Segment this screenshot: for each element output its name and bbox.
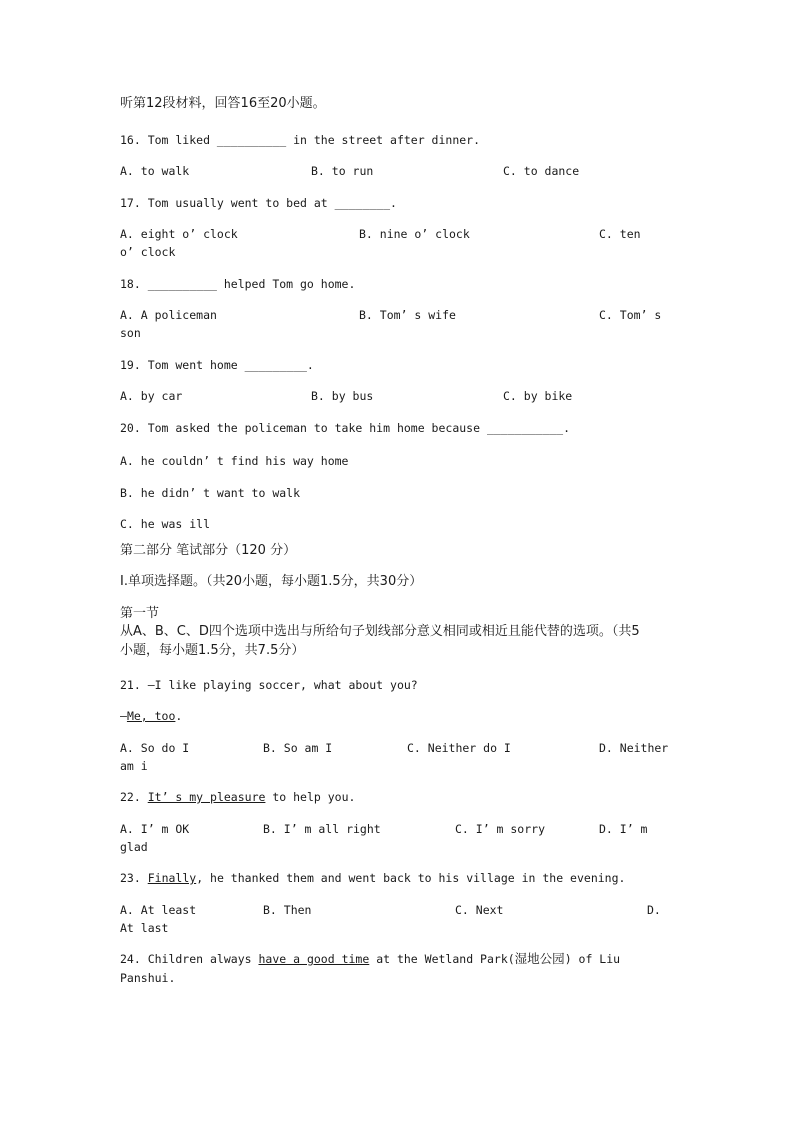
q24-chinese-gloss: 湿地公园 [514,951,565,966]
q23-stem-rest: , he thanked them and went back to his village in the evening. [196,871,626,885]
q21-option-d: D. Neither [599,741,669,755]
question-19-stem: 19. Tom went home _________. [120,358,314,372]
q21-reply-dash: — [120,709,127,723]
q16-option-a: A. to walk [120,164,190,178]
section-1-title: 第一节 [120,606,160,621]
question-22-stem [120,788,355,806]
q16-option-b: B. to run [311,164,374,178]
q17-option-b: B. nine o’ clock [359,227,470,241]
section-1-instructions-line-1: 从A、B、C、D四个选项中选出与所给句子划线部分意义相同或相近且能代替的选项。（共5 [120,624,640,639]
q23-number: 23. [120,871,141,885]
q19-option-a: A. by car [120,389,183,403]
q19-option-b: B. by bus [311,389,374,403]
q22-option-a: A. I’ m OK [120,822,190,836]
q16-option-c: C. to dance [503,164,580,178]
question-21-reply [120,707,182,725]
q21-reply-end: . [175,709,183,723]
question-16-stem: 16. Tom liked __________ in the street after dinner. [120,133,481,147]
q22-option-d-wrap: glad [120,840,148,854]
q18-option-a: A. A policeman [120,308,217,322]
question-17-stem: 17. Tom usually went to bed at ________. [120,196,397,210]
part-2-subheading: Ⅰ.单项选择题。（共20小题，每小题1.5分，共30分） [120,574,423,589]
q23-option-d-wrap: At last [120,921,169,935]
q20-option-b: B. he didn’ t want to walk [120,486,301,500]
q22-option-d: D. I’ m [599,822,648,836]
q19-option-c: C. by bike [503,389,573,403]
q22-underlined-phrase: It’ s my pleasure [147,790,266,804]
listening-section-header: 听第12段材料，回答16至20小题。 [120,96,326,111]
q21-option-a: A. So do I [120,741,190,755]
q18-option-b: B. Tom’ s wife [359,308,456,322]
q21-underlined-phrase: Me, too [126,709,176,723]
q23-underlined-word: Finally [147,871,197,885]
q21-option-b: B. So am I [263,741,333,755]
question-21-stem: 21. —I like playing soccer, what about you? [120,678,418,692]
q21-option-d-wrap: am i [120,759,148,773]
q24-stem-middle: at the Wetland Park( [369,952,515,966]
q22-option-c: C. I’ m sorry [455,822,546,836]
q24-underlined-phrase: have a good time [258,952,370,966]
q17-option-c-wrap: o’ clock [120,245,176,259]
section-1-instructions-line-2: 小题，每小题1.5分，共7.5分） [120,643,305,658]
question-18-stem: 18. __________ helped Tom go home. [120,277,356,291]
q20-option-a: A. he couldn’ t find his way home [120,454,349,468]
q22-option-b: B. I’ m all right [263,822,381,836]
question-23-stem [120,869,625,887]
q22-number: 22. [120,790,141,804]
q17-option-c: C. ten [599,227,641,241]
q24-stem-start: 24. Children always [120,952,259,966]
question-24-stem-wrap: Panshui. [120,971,176,985]
q18-option-c: C. Tom’ s [599,308,662,322]
q17-option-a: A. eight o’ clock [120,227,238,241]
q22-stem-rest: to help you. [265,790,356,804]
q23-option-d: D. [647,903,661,917]
q21-option-c: C. Neither do I [407,741,511,755]
part-2-heading: 第二部分 笔试部分（120 分） [120,543,297,558]
q23-option-a: A. At least [120,903,197,917]
question-24-stem [120,950,620,968]
q20-option-c: C. he was ill [120,517,211,531]
question-20-stem: 20. Tom asked the policeman to take him home because ___________. [120,421,571,435]
q18-option-c-wrap: son [120,326,141,340]
q24-stem-end: ) of Liu [564,952,621,966]
q23-option-b: B. Then [263,903,312,917]
q23-option-c: C. Next [455,903,504,917]
